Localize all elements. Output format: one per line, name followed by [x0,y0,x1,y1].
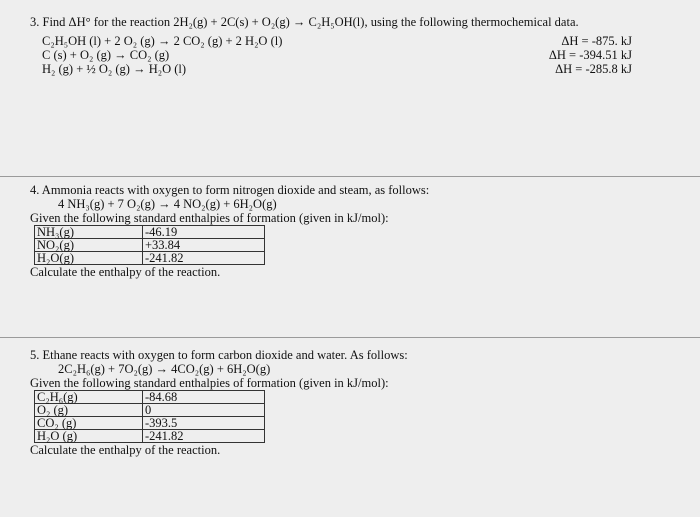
species-cell: NO₂(g) [35,239,143,252]
question-3 [30,15,700,76]
q4-reaction: 4 NH₃(g) + 7 O₂(g) → 4 NO₂(g) + 6H₂O(g) [58,197,277,211]
enthalpy-cell: -241.82 [143,430,265,443]
table-row [35,417,265,430]
enthalpy-cell: 0 [143,404,265,417]
q3-reaction-equation: C₂H₅OH (l) + 2 O₂ (g) → 2 CO₂ (g) + 2 H₂O (l) [42,34,283,48]
q3-reaction-enthalpy: ΔH = -875. kJ [561,34,632,48]
q5-reaction: 2C₂H₆(g) + 7O₂(g) → 4CO₂(g) + 6H₂O(g) [58,362,271,376]
question-5 [30,348,700,457]
table-row [35,239,265,252]
enthalpy-cell: -393.5 [143,417,265,430]
enthalpy-cell: -84.68 [143,391,265,404]
species-cell: H₂O (g) [35,430,143,443]
species-cell: C₂H₆(g) [35,391,143,404]
q3-header: 3. Find ΔH° for the reaction 2H₂(g) + 2C(s) + O₂(g) → C₂H₅OH(l), using the following thermochemical data. [30,15,579,29]
species-cell: H₂O(g) [35,252,143,265]
q3-reaction-row [30,62,632,76]
q3-reaction-row [30,34,632,48]
species-cell: NH₃(g) [35,226,143,239]
q3-reaction-row [30,48,632,62]
species-cell: O₂ (g) [35,404,143,417]
q5-enthalpy-table [34,390,265,443]
q3-reaction-equation: H₂ (g) + ½ O₂ (g) → H₂O (l) [42,62,187,76]
q5-given-text: Given the following standard enthalpies of formation (given in kJ/mol): [30,376,389,390]
section-divider [0,337,700,338]
table-row [35,252,265,265]
q5-header: 5. Ethane reacts with oxygen to form carbon dioxide and water. As follows: [30,348,408,362]
q4-given-text: Given the following standard enthalpies of formation (given in kJ/mol): [30,211,389,225]
q3-reaction-enthalpy: ΔH = -285.8 kJ [555,62,632,76]
species-cell: CO₂ (g) [35,417,143,430]
section-divider [0,176,700,177]
table-row [35,430,265,443]
q5-prompt: Calculate the enthalpy of the reaction. [30,443,221,457]
table-row [35,226,265,239]
q4-header: 4. Ammonia reacts with oxygen to form nitrogen dioxide and steam, as follows: [30,183,430,197]
enthalpy-cell: +33.84 [143,239,265,252]
q4-prompt: Calculate the enthalpy of the reaction. [30,265,221,279]
table-row [35,391,265,404]
table-row [35,404,265,417]
question-4 [30,183,700,279]
enthalpy-cell: -46.19 [143,226,265,239]
q3-reaction-equation: C (s) + O₂ (g) → CO₂ (g) [42,48,170,62]
enthalpy-cell: -241.82 [143,252,265,265]
q4-enthalpy-table [34,225,265,265]
q3-reaction-enthalpy: ΔH = -394.51 kJ [548,48,632,62]
